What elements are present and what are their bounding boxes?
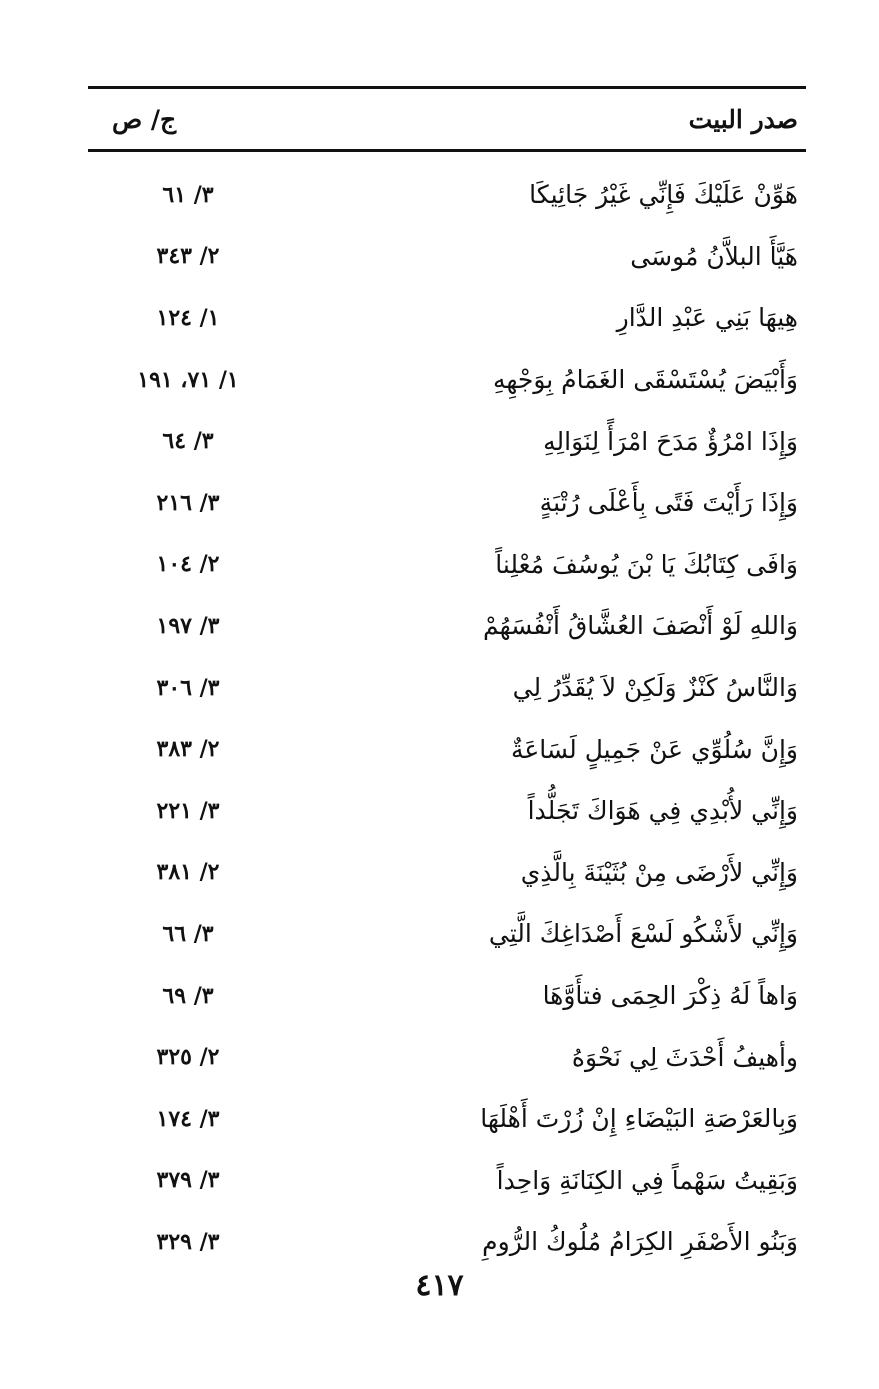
table-row	[88, 1088, 806, 1150]
volume-page-ref: ٣/ ٣٠٦	[156, 674, 220, 701]
page-number: ٤١٧	[415, 1268, 464, 1303]
table-header	[88, 89, 806, 149]
table-body	[88, 164, 806, 1273]
verse-text: وَاللهِ لَوْ أَنْصَفَ العُشَّاقُ أَنْفُسَهُمْ	[482, 611, 798, 641]
volume-page-ref: ٣/ ١٩٧	[156, 612, 220, 639]
verse-text: وَأَبْيَضَ يُسْتَسْقَى الغَمَامُ بِوَجْهِهِ	[492, 365, 798, 395]
volume-page-ref: ٣/ ٢١٦	[156, 489, 220, 516]
table-row	[88, 842, 806, 904]
verse-text: وَإِنِّي لأُبْدِي فِي هَوَاكَ تَجَلُّداً	[527, 796, 798, 826]
volume-page-ref: ٢/ ٣٢٥	[156, 1044, 220, 1071]
verse-text: وَبَقِيتُ سَهْماً فِي الكِنَانَةِ وَاحِداً	[496, 1165, 798, 1195]
volume-page-ref: ٣/ ٣٢٩	[156, 1228, 220, 1255]
verse-text: وَإِنِّي لأَرْضَى مِنْ بُثَيْنَةَ بِالَّذِي	[520, 857, 798, 887]
verse-text: وَإِذَا رَأَيْتَ فَتًى بِأَعْلَى رُتْبَةٍ	[539, 488, 798, 518]
header-rule	[88, 149, 806, 152]
verse-text: وَافَى كِتَابُكَ يَا بْنَ يُوسُفَ مُعْلِناً	[495, 549, 798, 579]
table-row	[88, 657, 806, 719]
table-row	[88, 595, 806, 657]
volume-page-ref: ٢/ ١٠٤	[156, 551, 220, 578]
verse-text: وَإِنِّي لأَشْكُو لَسْعَ أَصْدَاغِكَ الَّتِي	[488, 919, 798, 949]
verse-text: وَإِذَا امْرُؤٌ مَدَحَ امْرَأً لِنَوَالِهِ	[543, 426, 798, 456]
table-row	[88, 1150, 806, 1212]
reference-column-header: ج/ ص	[112, 104, 177, 134]
verse-text: وَإِنَّ سُلُوِّي عَنْ جَمِيلٍ لَسَاعَةٌ	[510, 734, 798, 764]
verse-text: هَيَّأَ البلاَّنُ مُوسَى	[630, 241, 798, 271]
index-table	[88, 86, 806, 1273]
volume-page-ref: ٣/ ٦٩	[162, 982, 214, 1009]
verse-text: وَاهاً لَهُ ذِكْرَ الحِمَى فتأَوَّهَا	[542, 981, 798, 1011]
verse-text: وَبِالعَرْصَةِ البَيْضَاءِ إِنْ زُرْتَ أَهْلَهَا	[480, 1104, 798, 1134]
volume-page-ref: ٣/ ٦٤	[162, 428, 214, 455]
table-row	[88, 965, 806, 1027]
table-row	[88, 349, 806, 411]
table-row	[88, 226, 806, 288]
volume-page-ref: ١/ ١٢٤	[156, 304, 220, 331]
verse-text: هِيهَا بَنِي عَبْدِ الدَّارِ	[616, 303, 798, 333]
volume-page-ref: ١/ ٧١، ١٩١	[137, 366, 239, 393]
volume-page-ref: ٣/ ١٧٤	[156, 1105, 220, 1132]
volume-page-ref: ٣/ ٣٧٩	[156, 1167, 220, 1194]
table-row	[88, 718, 806, 780]
table-row	[88, 903, 806, 965]
table-row	[88, 472, 806, 534]
volume-page-ref: ٣/ ٦١	[162, 181, 214, 208]
table-row	[88, 164, 806, 226]
verse-text: وأهيفُ أَحْدَثَ لِي نَحْوَهُ	[571, 1042, 798, 1072]
verse-text: وَالنَّاسُ كَنْزٌ وَلَكِنْ لاَ يُقَدِّرُ لِي	[512, 673, 798, 703]
verse-column-header: صدر البيت	[688, 104, 798, 134]
table-row	[88, 410, 806, 472]
volume-page-ref: ٣/ ٢٢١	[156, 797, 220, 824]
volume-page-ref: ٢/ ٣٨١	[156, 859, 220, 886]
verse-text: وَبَنُو الأَصْفَرِ الكِرَامُ مُلُوكُ الرُّومِ	[482, 1227, 798, 1257]
volume-page-ref: ٣/ ٦٦	[162, 920, 214, 947]
table-row	[88, 1026, 806, 1088]
table-row	[88, 1211, 806, 1273]
volume-page-ref: ٢/ ٣٨٣	[156, 736, 220, 763]
table-row	[88, 780, 806, 842]
verse-text: هَوِّنْ عَلَيْكَ فَإِنِّي غَيْرُ جَائِيكَا	[529, 180, 798, 210]
volume-page-ref: ٢/ ٣٤٣	[156, 243, 220, 270]
table-row	[88, 287, 806, 349]
table-row	[88, 534, 806, 596]
